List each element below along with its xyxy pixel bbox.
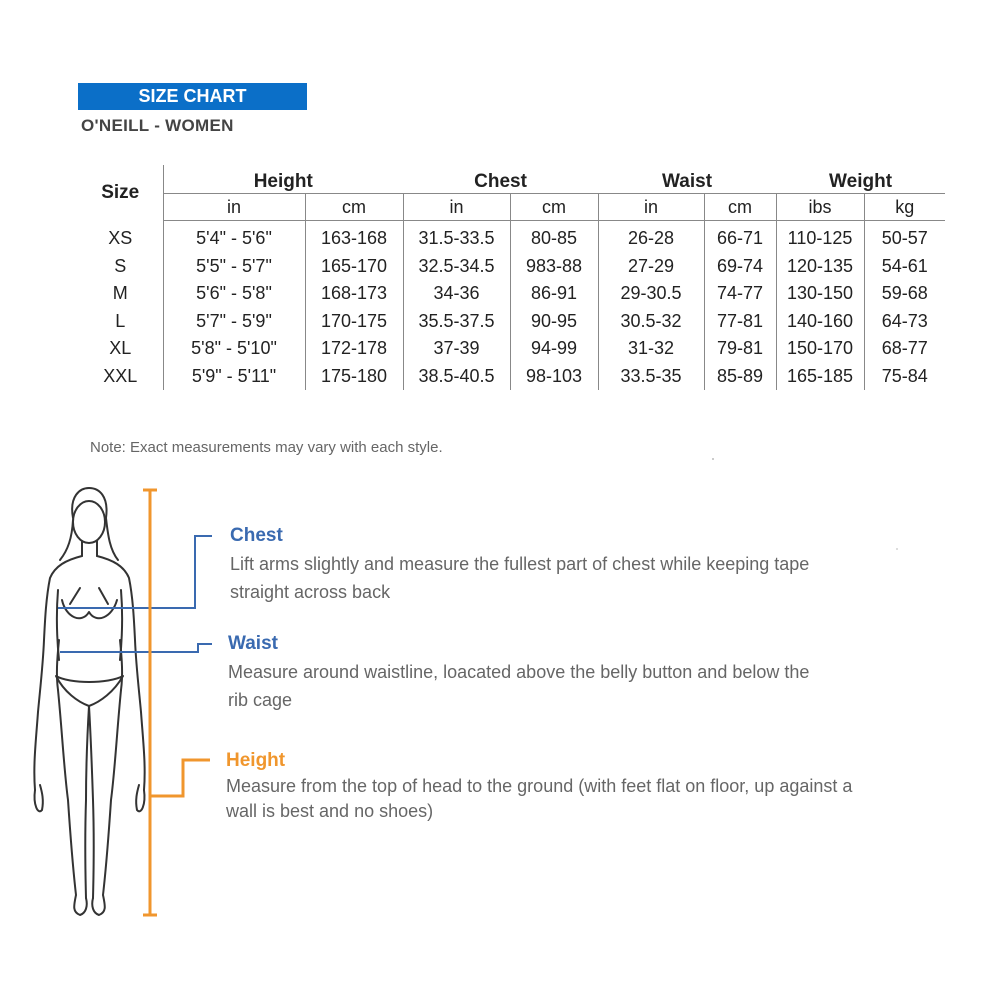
table-cell: 38.5-40.5	[403, 363, 510, 391]
table-cell: 26-28	[598, 221, 704, 253]
group-header-height: Height	[253, 171, 313, 192]
height-description-line2: wall is best and no shoes)	[226, 801, 434, 821]
table-cell: 59-68	[881, 283, 928, 304]
unit-chest-cm: cm	[510, 194, 598, 221]
unit-weight-kg: kg	[864, 194, 945, 221]
measurement-note: Note: Exact measurements may vary with each style.	[90, 439, 443, 456]
unit-waist-in: in	[598, 194, 704, 221]
table-cell: 75-84	[881, 365, 928, 386]
table-cell: 172-178	[305, 335, 403, 363]
table-cell: 68-77	[881, 338, 928, 359]
table-cell: 165-170	[305, 253, 403, 281]
table-cell: 168-173	[305, 280, 403, 308]
table-cell: 5'4" - 5'6"	[163, 221, 305, 253]
table-cell: 66-71	[704, 221, 776, 253]
size-cell: M	[78, 280, 163, 308]
group-header-chest: Chest	[474, 171, 527, 192]
table-cell: 32.5-34.5	[403, 253, 510, 281]
table-cell: 130-150	[776, 280, 864, 308]
table-cell: 29-30.5	[598, 280, 704, 308]
height-description-line1: Measure from the top of head to the ground (with feet flat on floor, up against a	[226, 776, 853, 796]
table-cell: 37-39	[403, 335, 510, 363]
table-cell: 983-88	[510, 253, 598, 281]
table-cell: 85-89	[704, 363, 776, 391]
table-cell: 27-29	[598, 253, 704, 281]
waist-description-line1: Measure around waistline, loacated above the belly button and below the	[228, 662, 810, 682]
table-cell: 80-85	[510, 221, 598, 253]
size-chart-badge: SIZE CHART	[78, 83, 307, 110]
table-cell: 175-180	[305, 363, 403, 391]
unit-height-cm: cm	[305, 194, 403, 221]
table-cell: 79-81	[704, 335, 776, 363]
chest-description-line2: straight across back	[230, 582, 391, 602]
page-subtitle: O'NEILL - WOMEN	[81, 116, 234, 135]
waist-description-line2: rib cage	[228, 690, 293, 710]
size-cell: L	[78, 308, 163, 336]
table-cell: 69-74	[704, 253, 776, 281]
table-cell: 140-160	[776, 308, 864, 336]
table-cell: 74-77	[704, 280, 776, 308]
size-cell: S	[78, 253, 163, 281]
group-header-waist: Waist	[662, 171, 713, 192]
waist-title: Waist	[228, 633, 278, 654]
table-cell: 5'6" - 5'8"	[163, 280, 305, 308]
table-cell: 5'8" - 5'10"	[163, 335, 305, 363]
table-cell: 110-125	[776, 221, 864, 253]
chest-description-line1: Lift arms slightly and measure the fullest part of chest while keeping tape	[230, 554, 810, 574]
table-cell: 150-170	[776, 335, 864, 363]
table-cell: 30.5-32	[598, 308, 704, 336]
unit-weight-ibs: ibs	[776, 194, 864, 221]
table-cell: 163-168	[305, 221, 403, 253]
table-cell: 34-36	[403, 280, 510, 308]
table-cell: 86-91	[510, 280, 598, 308]
table-cell: 120-135	[776, 253, 864, 281]
unit-waist-cm: cm	[704, 194, 776, 221]
table-cell: 170-175	[305, 308, 403, 336]
group-header-weight: Weight	[776, 165, 945, 194]
table-cell: 5'5" - 5'7"	[163, 253, 305, 281]
size-cell: XXL	[78, 363, 163, 391]
table-cell: 5'7" - 5'9"	[163, 308, 305, 336]
table-cell: 31-32	[598, 335, 704, 363]
size-cell: XL	[78, 335, 163, 363]
table-cell: 5'9" - 5'11"	[163, 363, 305, 391]
table-cell: 165-185	[776, 363, 864, 391]
table-cell: 35.5-37.5	[403, 308, 510, 336]
chest-title: Chest	[230, 525, 283, 546]
table-cell: 94-99	[510, 335, 598, 363]
size-column-header: Size	[78, 165, 163, 221]
table-cell: 98-103	[510, 363, 598, 391]
unit-chest-in: in	[403, 194, 510, 221]
table-cell: 50-57	[881, 228, 928, 249]
table-cell: 31.5-33.5	[403, 221, 510, 253]
table-cell: 64-73	[881, 310, 928, 331]
table-cell: 77-81	[704, 308, 776, 336]
table-cell: 90-95	[510, 308, 598, 336]
table-cell: 33.5-35	[598, 363, 704, 391]
table-cell: 54-61	[881, 255, 928, 276]
size-cell: XS	[78, 221, 163, 253]
unit-height-in: in	[163, 194, 305, 221]
height-title: Height	[226, 750, 286, 771]
